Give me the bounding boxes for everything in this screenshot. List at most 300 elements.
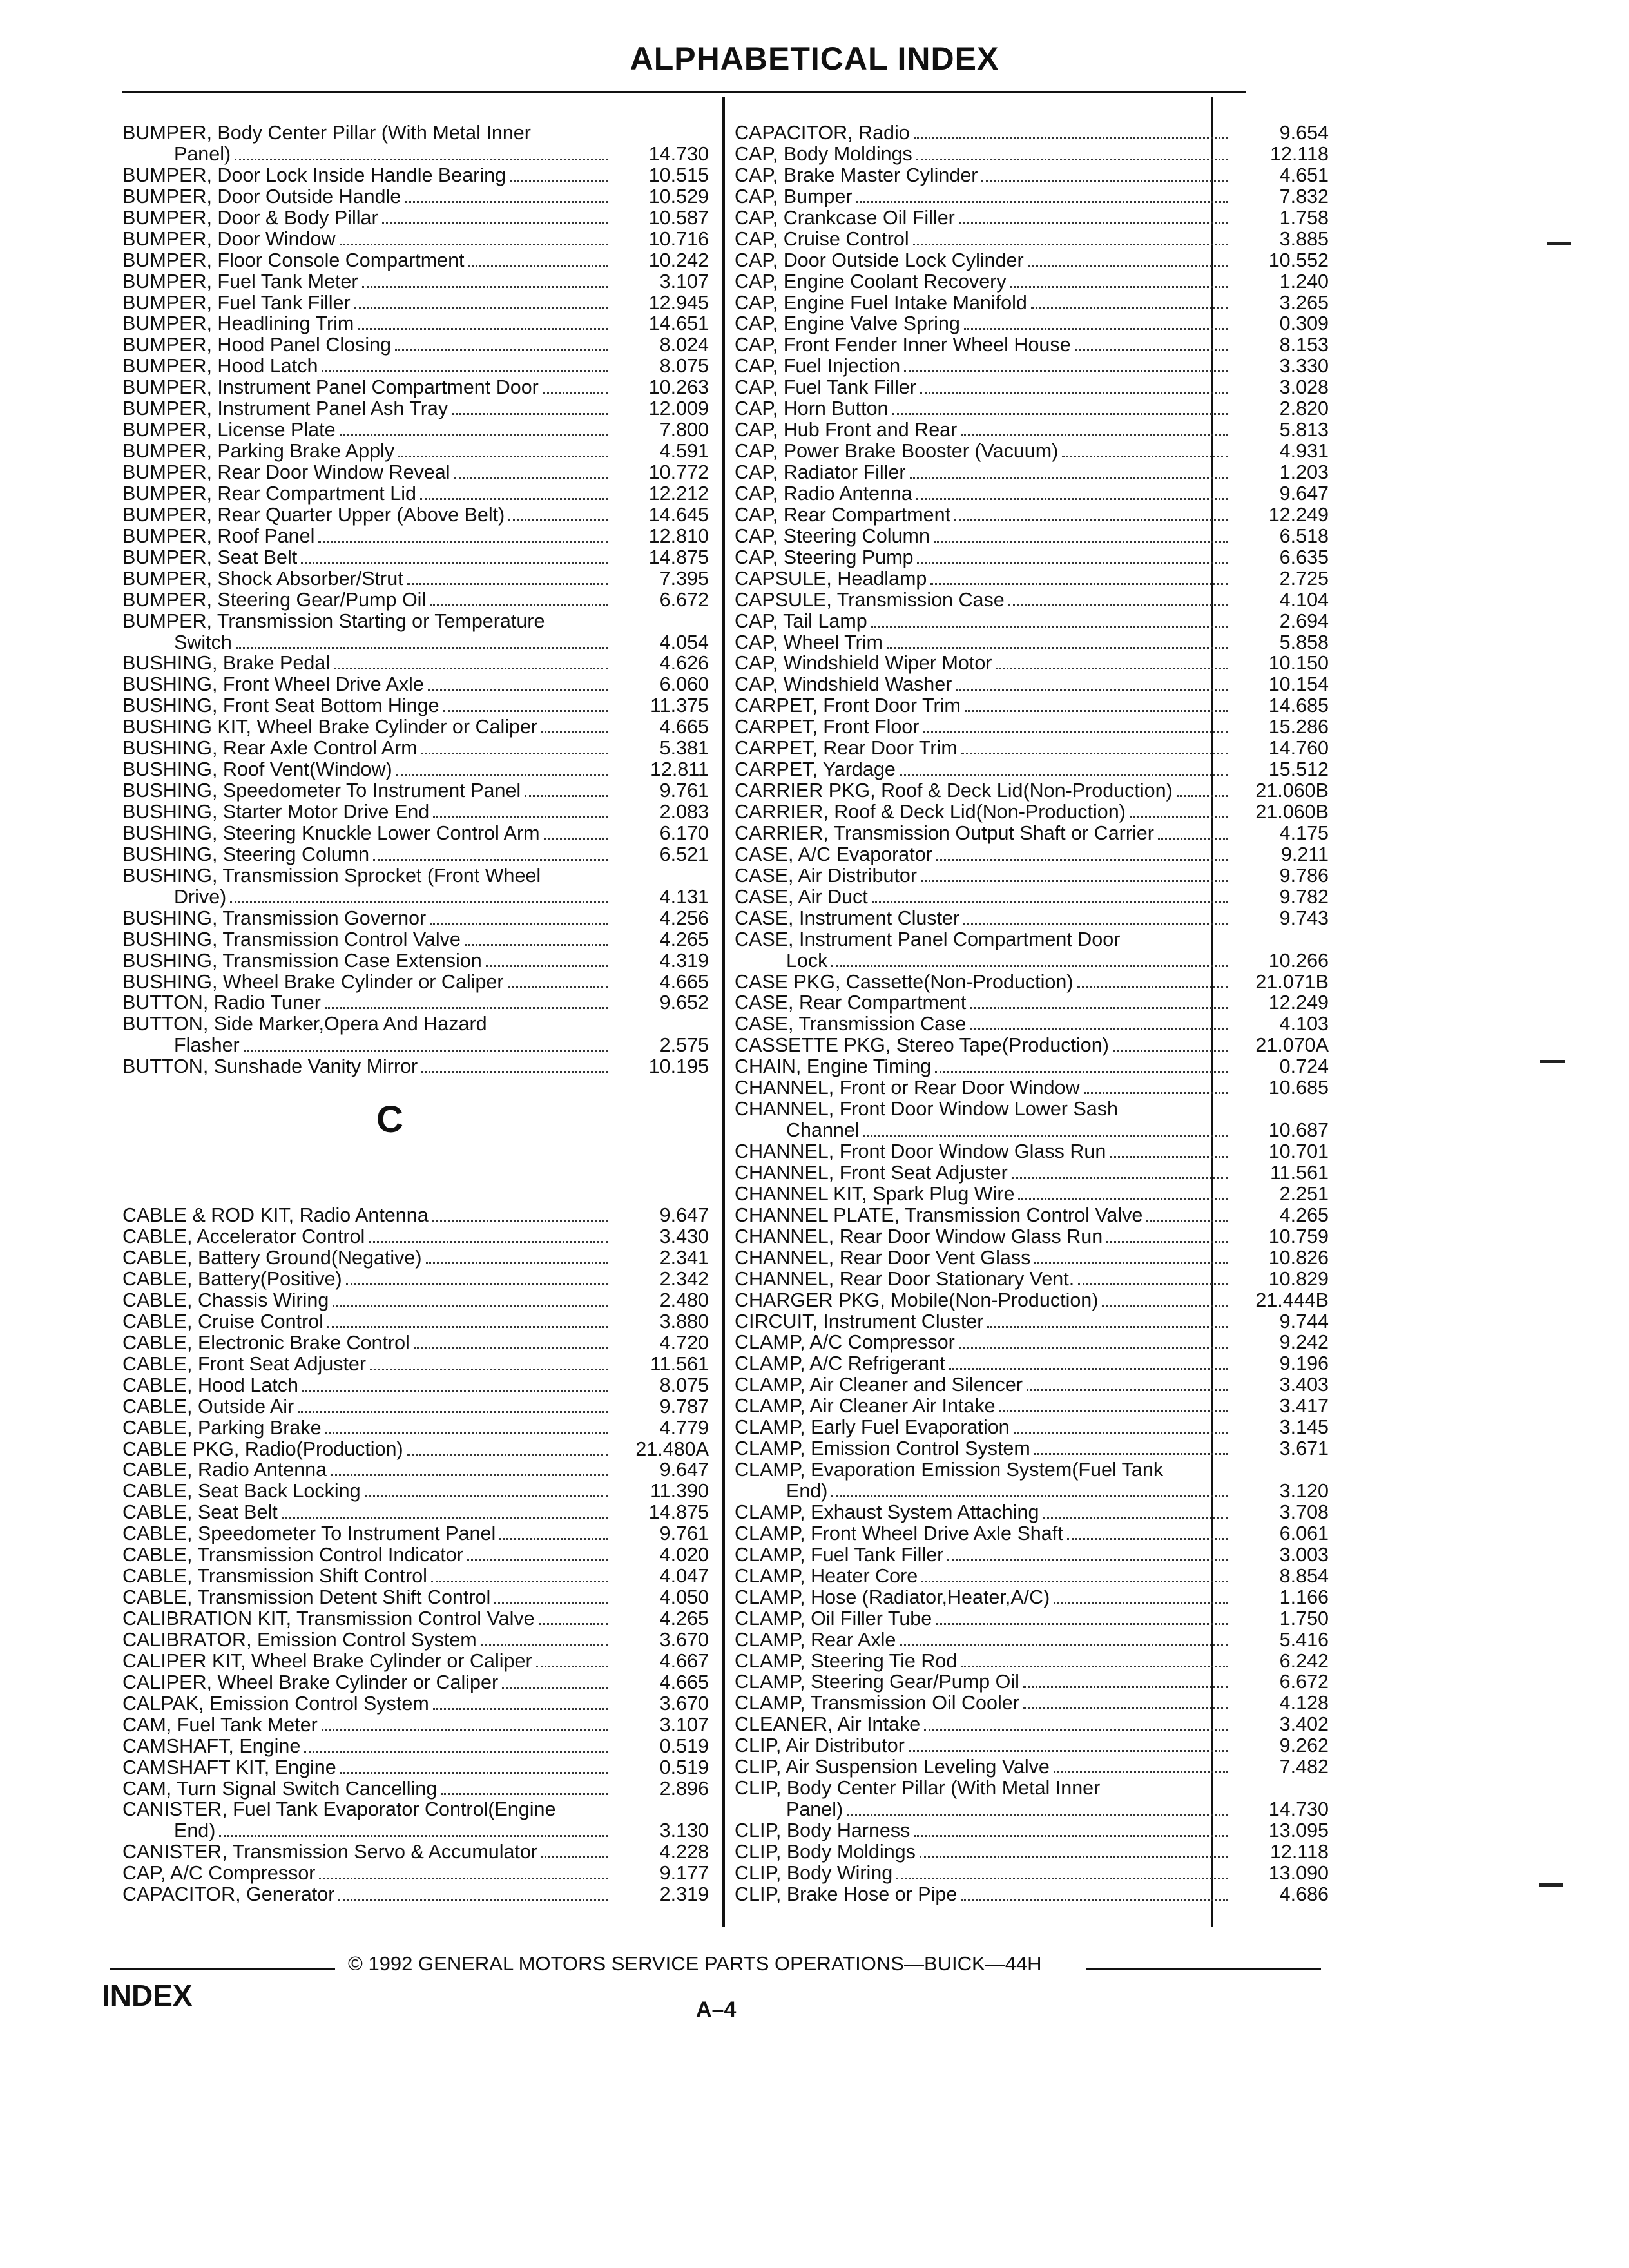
dot-leader bbox=[304, 1751, 608, 1753]
index-entry bbox=[735, 122, 1329, 144]
index-entry-label: CLAMP, Exhaust System Attaching bbox=[735, 1501, 1039, 1523]
dot-leader bbox=[325, 1007, 608, 1009]
index-entry-label: BUSHING, Transmission Control Valve bbox=[122, 928, 461, 950]
dot-leader bbox=[961, 1899, 1228, 1901]
index-entry-label: CARRIER, Roof & Deck Lid(Non-Production) bbox=[735, 801, 1126, 823]
index-entry bbox=[735, 1481, 1329, 1502]
index-entry-reference: 4.265 bbox=[659, 1608, 709, 1629]
index-entry-reference: 2.725 bbox=[1279, 567, 1329, 590]
index-entry-reference: 4.651 bbox=[1279, 164, 1329, 186]
index-entry-label: CAP, Tail Lamp bbox=[735, 610, 867, 632]
index-entry-label: CAP, Wheel Trim bbox=[735, 631, 883, 653]
index-entry-reference: 14.730 bbox=[648, 142, 709, 165]
index-entry-reference: 10.150 bbox=[1268, 652, 1329, 675]
index-entry bbox=[735, 992, 1329, 1014]
index-entry-reference: 3.130 bbox=[659, 1820, 709, 1842]
dot-leader bbox=[1177, 795, 1228, 797]
index-entry-label: CAP, Fuel Tank Filler bbox=[735, 376, 916, 399]
index-entry-reference: 4.175 bbox=[1279, 822, 1329, 844]
index-entry-reference: 3.402 bbox=[1279, 1713, 1329, 1736]
index-entry-reference: 14.760 bbox=[1268, 737, 1329, 760]
index-entry-reference: 12.249 bbox=[1268, 992, 1329, 1014]
index-entry-label: CAPACITOR, Radio bbox=[735, 122, 910, 144]
index-entry-reference: 21.070A bbox=[1255, 1034, 1329, 1057]
index-entry bbox=[122, 165, 709, 186]
index-entry-reference: 2.083 bbox=[659, 801, 709, 823]
index-entry bbox=[735, 1438, 1329, 1459]
index-entry-reference: 9.761 bbox=[659, 780, 709, 802]
index-entry-reference: 21.060B bbox=[1255, 780, 1329, 802]
index-entry-reference: 10.701 bbox=[1268, 1140, 1329, 1162]
index-entry-label-line: CLIP, Body Center Pillar (With Metal Inner bbox=[735, 1777, 1101, 1800]
dot-leader bbox=[1028, 265, 1228, 267]
dot-leader bbox=[236, 647, 608, 649]
index-entry-label: CARRIER, Transmission Output Shaft or Carrier bbox=[735, 822, 1154, 844]
dot-leader bbox=[959, 222, 1228, 224]
index-entry-reference: 15.512 bbox=[1268, 758, 1329, 781]
index-entry-reference: 3.107 bbox=[659, 1713, 709, 1736]
index-entry-reference: 9.782 bbox=[1279, 885, 1329, 908]
index-entry-reference: 2.694 bbox=[1279, 610, 1329, 632]
index-entry-label-line: BUTTON, Side Marker,Opera And Hazard bbox=[122, 1013, 487, 1035]
index-entry-reference: 9.262 bbox=[1279, 1735, 1329, 1757]
dot-leader bbox=[913, 244, 1228, 245]
index-entry bbox=[122, 144, 709, 165]
index-entry bbox=[122, 483, 709, 505]
index-entry-reference: 3.417 bbox=[1279, 1395, 1329, 1418]
index-entry bbox=[122, 1459, 709, 1481]
dot-leader bbox=[541, 731, 608, 733]
index-entry-label: End) bbox=[786, 1480, 828, 1502]
index-entry bbox=[735, 1841, 1329, 1863]
dot-leader bbox=[947, 1559, 1228, 1561]
index-entry-label: CARPET, Front Floor bbox=[735, 716, 920, 738]
index-entry-label: Panel) bbox=[786, 1798, 843, 1821]
index-entry-label: BUSHING, Transmission Governor bbox=[122, 907, 427, 929]
index-entry-reference: 10.587 bbox=[648, 206, 709, 229]
index-entry-reference: 2.575 bbox=[659, 1034, 709, 1057]
index-entry-reference: 4.104 bbox=[1279, 588, 1329, 611]
dot-leader bbox=[1077, 986, 1229, 988]
index-entry-reference: 14.645 bbox=[648, 503, 709, 526]
index-entry-reference: 10.266 bbox=[1268, 949, 1329, 972]
index-entry-label: CASSETTE PKG, Stereo Tape(Production) bbox=[735, 1034, 1109, 1057]
index-entry-reference: 2.251 bbox=[1279, 1182, 1329, 1205]
dot-leader bbox=[847, 1814, 1228, 1816]
index-entry-label: CABLE, Speedometer To Instrument Panel bbox=[122, 1523, 496, 1545]
index-entry-label: CASE, Rear Compartment bbox=[735, 992, 967, 1014]
index-entry-label: CAP, Fuel Injection bbox=[735, 355, 901, 378]
dot-leader bbox=[536, 1666, 608, 1667]
index-entry-label: CARPET, Rear Door Trim bbox=[735, 737, 958, 760]
index-entry-reference: 4.265 bbox=[659, 928, 709, 950]
index-entry bbox=[735, 1205, 1329, 1226]
index-entry-label: CLAMP, Steering Gear/Pump Oil bbox=[735, 1671, 1019, 1693]
index-entry-label: CAM, Turn Signal Switch Cancelling bbox=[122, 1777, 438, 1800]
dot-leader bbox=[961, 434, 1228, 436]
dot-leader bbox=[369, 1241, 608, 1243]
index-entry-reference: 21.060B bbox=[1255, 801, 1329, 823]
index-entry bbox=[122, 441, 709, 462]
index-entry-label: CABLE, Accelerator Control bbox=[122, 1225, 365, 1248]
index-entry bbox=[735, 334, 1329, 356]
dot-leader bbox=[465, 944, 608, 946]
index-entry bbox=[122, 992, 709, 1014]
edge-tick-mark bbox=[1540, 1060, 1565, 1063]
dot-leader bbox=[421, 753, 608, 754]
footer-section-label: INDEX bbox=[102, 1979, 193, 2012]
edge-tick-mark bbox=[1539, 1883, 1563, 1887]
index-entry-label: CARPET, Front Door Trim bbox=[735, 695, 961, 717]
index-entry-label: CLAMP, Emission Control System bbox=[735, 1437, 1030, 1460]
index-entry bbox=[122, 759, 709, 780]
index-entry-label: CAP, Door Outside Lock Cylinder bbox=[735, 249, 1024, 271]
index-entry-reference: 1.203 bbox=[1279, 461, 1329, 483]
dot-leader bbox=[949, 1368, 1228, 1370]
dot-leader bbox=[930, 583, 1228, 585]
dot-leader bbox=[1014, 1432, 1228, 1434]
index-entry-label: BUSHING, Steering Column bbox=[122, 843, 370, 865]
dot-leader bbox=[920, 1856, 1228, 1858]
dot-leader bbox=[872, 901, 1228, 903]
index-entry bbox=[122, 271, 709, 293]
index-entry bbox=[735, 1820, 1329, 1841]
index-group-cap-clip bbox=[735, 122, 1329, 1905]
index-entry-reference: 14.730 bbox=[1268, 1798, 1329, 1821]
index-entry bbox=[122, 334, 709, 356]
dot-leader bbox=[340, 1772, 608, 1774]
dot-leader bbox=[996, 668, 1228, 669]
dot-leader bbox=[1012, 1177, 1228, 1179]
index-entry-reference: 10.687 bbox=[1268, 1119, 1329, 1142]
title-rule bbox=[122, 91, 1246, 93]
dot-leader bbox=[430, 604, 608, 606]
dot-leader bbox=[322, 1729, 608, 1731]
index-entry-label: BUMPER, Shock Absorber/Strut bbox=[122, 567, 403, 590]
index-entry bbox=[735, 1396, 1329, 1417]
index-entry bbox=[122, 1375, 709, 1396]
dot-leader bbox=[382, 222, 608, 224]
index-entry bbox=[735, 1651, 1329, 1672]
dot-leader bbox=[544, 838, 608, 840]
dot-leader bbox=[431, 1581, 608, 1582]
index-entry-label: CHANNEL PLATE, Transmission Control Valve bbox=[735, 1204, 1143, 1226]
dot-leader bbox=[426, 1262, 609, 1264]
index-entry-label: CAP, A/C Compressor bbox=[122, 1862, 316, 1885]
index-entry-label: CASE, A/C Evaporator bbox=[735, 843, 932, 865]
index-entry-reference: 12.009 bbox=[648, 398, 709, 420]
dot-leader bbox=[467, 1559, 608, 1561]
index-entry-reference: 8.854 bbox=[1279, 1564, 1329, 1587]
dot-leader bbox=[1031, 307, 1228, 309]
dot-leader bbox=[331, 1474, 608, 1476]
dot-leader bbox=[1130, 816, 1228, 818]
index-entry-label: CAMSHAFT KIT, Engine bbox=[122, 1756, 336, 1778]
index-entry-reference: 4.050 bbox=[659, 1586, 709, 1609]
index-entry bbox=[122, 568, 709, 590]
index-entry bbox=[122, 1566, 709, 1587]
index-entry-label-line: BUMPER, Transmission Starting or Temperature bbox=[122, 610, 545, 632]
dot-leader bbox=[318, 541, 608, 543]
dot-leader bbox=[414, 1347, 608, 1349]
dot-leader bbox=[965, 710, 1228, 712]
dot-leader bbox=[856, 201, 1228, 203]
index-entry-reference: 11.390 bbox=[650, 1480, 709, 1503]
index-entry-reference: 4.665 bbox=[659, 1671, 709, 1693]
index-entry-reference: 10.826 bbox=[1268, 1246, 1329, 1269]
index-entry-reference: 8.024 bbox=[659, 334, 709, 356]
index-entry-reference: 9.744 bbox=[1279, 1310, 1329, 1332]
dot-leader bbox=[244, 1050, 608, 1052]
index-entry bbox=[735, 887, 1329, 908]
index-entry-reference: 4.591 bbox=[659, 440, 709, 463]
index-entry-label: CABLE, Transmission Detent Shift Control bbox=[122, 1586, 491, 1609]
dot-leader bbox=[398, 456, 608, 457]
index-entry-reference: 2.820 bbox=[1279, 398, 1329, 420]
index-entry-reference: 1.240 bbox=[1279, 270, 1329, 293]
index-entry-reference: 3.265 bbox=[1279, 291, 1329, 314]
index-entry-reference: 6.672 bbox=[659, 588, 709, 611]
index-entry-reference: 3.403 bbox=[1279, 1374, 1329, 1396]
dot-leader bbox=[539, 1623, 608, 1625]
index-entry-reference: 12.811 bbox=[650, 758, 709, 781]
index-entry-reference: 12.810 bbox=[648, 524, 709, 547]
page-number: A–4 bbox=[696, 1997, 737, 2022]
index-entry-reference: 6.242 bbox=[1279, 1649, 1329, 1672]
right-index-column bbox=[735, 122, 1329, 1905]
dot-leader bbox=[1043, 1517, 1228, 1519]
index-entry-reference: 2.341 bbox=[659, 1247, 709, 1269]
index-entry bbox=[122, 590, 709, 611]
index-entry bbox=[122, 972, 709, 993]
dot-leader bbox=[302, 1390, 608, 1392]
index-entry bbox=[735, 1226, 1329, 1247]
dot-leader bbox=[340, 434, 608, 436]
dot-leader bbox=[916, 159, 1228, 160]
dot-leader bbox=[970, 1028, 1228, 1030]
index-entry bbox=[122, 802, 709, 823]
dot-leader bbox=[909, 1750, 1228, 1752]
index-entry bbox=[735, 1014, 1329, 1035]
index-entry-reference: 4.779 bbox=[659, 1416, 709, 1439]
dot-leader bbox=[1027, 1389, 1228, 1391]
edge-tick-mark bbox=[1547, 242, 1571, 245]
index-entry-label: CLAMP, A/C Compressor bbox=[735, 1331, 955, 1354]
index-entry-label: CABLE, Seat Back Locking bbox=[122, 1480, 361, 1503]
index-entry bbox=[122, 1523, 709, 1544]
index-entry-label: CLIP, Body Moldings bbox=[735, 1840, 916, 1863]
dot-leader bbox=[900, 774, 1228, 776]
dot-leader bbox=[499, 1538, 608, 1540]
dot-leader bbox=[322, 370, 608, 372]
index-entry bbox=[735, 1120, 1329, 1141]
dot-leader bbox=[443, 710, 608, 712]
index-entry-label: BUMPER, Floor Console Compartment bbox=[122, 249, 465, 271]
index-entry-reference: 3.670 bbox=[659, 1692, 709, 1715]
index-entry-label: CHANNEL, Front or Rear Door Window bbox=[735, 1077, 1080, 1099]
index-entry-reference: 6.170 bbox=[659, 822, 709, 844]
footer-rule-right bbox=[1086, 1968, 1321, 1970]
index-entry-reference: 12.118 bbox=[1269, 1840, 1329, 1863]
dot-leader bbox=[1067, 1538, 1228, 1540]
dot-leader bbox=[1008, 604, 1228, 606]
index-entry-reference: 4.054 bbox=[659, 631, 709, 653]
index-entry-reference: 3.708 bbox=[1279, 1501, 1329, 1523]
index-entry-reference: 4.020 bbox=[659, 1544, 709, 1566]
dot-leader bbox=[914, 137, 1228, 139]
dot-leader bbox=[508, 519, 608, 521]
index-entry-label: BUSHING, Front Seat Bottom Hinge bbox=[122, 695, 439, 717]
index-entry-label: CHANNEL, Rear Door Vent Glass bbox=[735, 1246, 1031, 1269]
index-entry-label: BUMPER, Fuel Tank Filler bbox=[122, 291, 351, 314]
dot-leader bbox=[936, 1623, 1228, 1625]
index-entry-reference: 3.880 bbox=[659, 1310, 709, 1332]
index-entry bbox=[735, 972, 1329, 993]
index-entry bbox=[122, 1311, 709, 1332]
index-entry-label: BUTTON, Radio Tuner bbox=[122, 992, 321, 1014]
index-entry-reference: 0.519 bbox=[659, 1756, 709, 1778]
index-entry-label: CABLE, Transmission Control Indicator bbox=[122, 1544, 463, 1566]
index-entry bbox=[735, 229, 1329, 250]
index-entry-label: CLAMP, Early Fuel Evaporation bbox=[735, 1416, 1010, 1439]
index-entry-label: BUSHING, Brake Pedal bbox=[122, 652, 331, 675]
index-entry-label: CHAIN, Engine Timing bbox=[735, 1055, 932, 1078]
dot-leader bbox=[370, 1369, 608, 1370]
index-entry-reference: 4.686 bbox=[1279, 1883, 1329, 1905]
index-entry-label: CHANNEL, Rear Door Window Glass Run bbox=[735, 1225, 1103, 1247]
index-entry-reference: 1.166 bbox=[1279, 1586, 1329, 1608]
index-entry-reference: 4.626 bbox=[659, 652, 709, 675]
index-entry bbox=[122, 1672, 709, 1693]
index-entry-reference: 10.716 bbox=[648, 227, 709, 250]
index-entry-label: BUSHING, Rear Axle Control Arm bbox=[122, 737, 418, 760]
dot-leader bbox=[936, 859, 1228, 861]
dot-leader bbox=[454, 477, 609, 479]
index-entry-reference: 5.381 bbox=[659, 737, 709, 760]
index-entry bbox=[122, 1056, 709, 1077]
index-entry-reference: 6.061 bbox=[1279, 1522, 1329, 1544]
index-entry-label: CLIP, Brake Hose or Pipe bbox=[735, 1883, 958, 1905]
index-entry bbox=[122, 844, 709, 865]
index-entry-label: CHANNEL KIT, Spark Plug Wire bbox=[735, 1182, 1015, 1205]
index-entry bbox=[122, 674, 709, 695]
index-entry-label: CABLE, Radio Antenna bbox=[122, 1459, 327, 1481]
dot-leader bbox=[921, 880, 1228, 882]
index-entry bbox=[735, 632, 1329, 653]
index-entry-label: End) bbox=[174, 1820, 216, 1842]
index-entry-reference: 11.375 bbox=[650, 695, 709, 717]
index-entry-label: CALIBRATION KIT, Transmission Control Valve bbox=[122, 1608, 535, 1629]
dot-leader bbox=[430, 923, 608, 925]
index-entry-label: CLAMP, Air Cleaner Air Intake bbox=[735, 1395, 996, 1418]
dot-leader bbox=[924, 1729, 1228, 1731]
index-entry-reference: 21.071B bbox=[1255, 970, 1329, 993]
index-entry bbox=[122, 632, 709, 653]
index-entry-label: CAPSULE, Transmission Case bbox=[735, 588, 1005, 611]
index-entry bbox=[122, 1332, 709, 1354]
dot-leader bbox=[959, 1347, 1228, 1349]
dot-leader bbox=[327, 1326, 608, 1328]
index-entry bbox=[735, 186, 1329, 207]
index-entry-label: CLAMP, Heater Core bbox=[735, 1564, 918, 1587]
dot-leader bbox=[904, 370, 1228, 372]
index-entry-reference: 0.519 bbox=[659, 1735, 709, 1757]
dot-leader bbox=[964, 328, 1228, 330]
dot-leader bbox=[433, 816, 608, 818]
index-entry-reference: 12.212 bbox=[648, 482, 709, 505]
index-entry-reference: 9.177 bbox=[659, 1862, 709, 1885]
index-entry-reference: 4.131 bbox=[659, 885, 709, 908]
index-entry-label: CLAMP, Air Cleaner and Silencer bbox=[735, 1374, 1023, 1396]
index-entry-label: BUMPER, Seat Belt bbox=[122, 546, 298, 568]
dot-leader bbox=[395, 349, 608, 351]
index-entry-reference: 10.515 bbox=[648, 164, 709, 186]
index-entry bbox=[735, 1693, 1329, 1714]
index-entry-label-line: CHANNEL, Front Door Window Lower Sash bbox=[735, 1098, 1118, 1120]
dot-leader bbox=[541, 1856, 608, 1858]
index-entry-label: BUMPER, Rear Quarter Upper (Above Belt) bbox=[122, 503, 505, 526]
index-entry-reference: 12.249 bbox=[1268, 503, 1329, 526]
index-entry-reference: 3.430 bbox=[659, 1225, 709, 1248]
index-entry-reference: 9.211 bbox=[1280, 843, 1329, 865]
index-entry-label: CAP, Crankcase Oil Filler bbox=[735, 206, 955, 229]
index-entry-reference: 14.651 bbox=[648, 312, 709, 335]
index-entry-reference: 11.561 bbox=[650, 1352, 709, 1375]
dot-leader bbox=[452, 413, 608, 415]
dot-leader bbox=[494, 1602, 608, 1604]
index-entry-label: CABLE, Cruise Control bbox=[122, 1310, 323, 1332]
index-entry-reference: 4.931 bbox=[1279, 440, 1329, 463]
index-entry-label: CLIP, Air Suspension Leveling Valve bbox=[735, 1756, 1050, 1778]
dot-leader bbox=[407, 1454, 608, 1456]
index-entry-label: CLEANER, Air Intake bbox=[735, 1713, 921, 1736]
index-group-c bbox=[122, 1205, 709, 1905]
index-entry-label: CAP, Radio Antenna bbox=[735, 482, 912, 505]
index-entry-label: CLAMP, A/C Refrigerant bbox=[735, 1352, 945, 1375]
page-title: ALPHABETICAL INDEX bbox=[630, 41, 999, 77]
dot-leader bbox=[910, 477, 1228, 479]
index-entry bbox=[735, 207, 1329, 229]
index-entry bbox=[122, 419, 709, 441]
index-entry-reference: 3.670 bbox=[659, 1628, 709, 1651]
index-entry bbox=[735, 1863, 1329, 1884]
index-entry-label: CAP, Engine Fuel Intake Manifold bbox=[735, 291, 1027, 314]
index-entry bbox=[735, 1566, 1329, 1587]
index-entry-label: CASE, Air Distributor bbox=[735, 864, 918, 887]
index-entry-label-line: BUMPER, Body Center Pillar (With Metal Inner bbox=[122, 122, 531, 144]
index-entry-label: CAP, Front Fender Inner Wheel House bbox=[735, 334, 1071, 356]
index-entry-label: CAP, Engine Valve Spring bbox=[735, 312, 960, 335]
index-entry-reference: 7.482 bbox=[1279, 1756, 1329, 1778]
dot-leader bbox=[1023, 1707, 1228, 1709]
index-entry-reference: 4.128 bbox=[1279, 1692, 1329, 1715]
index-entry-label: CABLE, Front Seat Adjuster bbox=[122, 1352, 367, 1375]
index-entry bbox=[735, 780, 1329, 802]
index-entry-label: CAP, Body Moldings bbox=[735, 142, 912, 165]
index-entry-label: CAP, Bumper bbox=[735, 185, 853, 207]
index-entry-reference: 4.047 bbox=[659, 1565, 709, 1588]
index-entry-reference: 7.395 bbox=[659, 567, 709, 590]
index-entry-label: CHANNEL, Front Door Window Glass Run bbox=[735, 1140, 1106, 1162]
dot-leader bbox=[917, 562, 1228, 564]
index-entry-label: CIRCUIT, Instrument Cluster bbox=[735, 1310, 984, 1332]
dot-leader bbox=[923, 731, 1228, 733]
index-entry-label: CLIP, Body Harness bbox=[735, 1820, 911, 1841]
dot-leader bbox=[481, 1644, 608, 1646]
index-entry bbox=[735, 759, 1329, 780]
dot-leader bbox=[325, 1432, 608, 1434]
dot-leader bbox=[981, 180, 1228, 182]
